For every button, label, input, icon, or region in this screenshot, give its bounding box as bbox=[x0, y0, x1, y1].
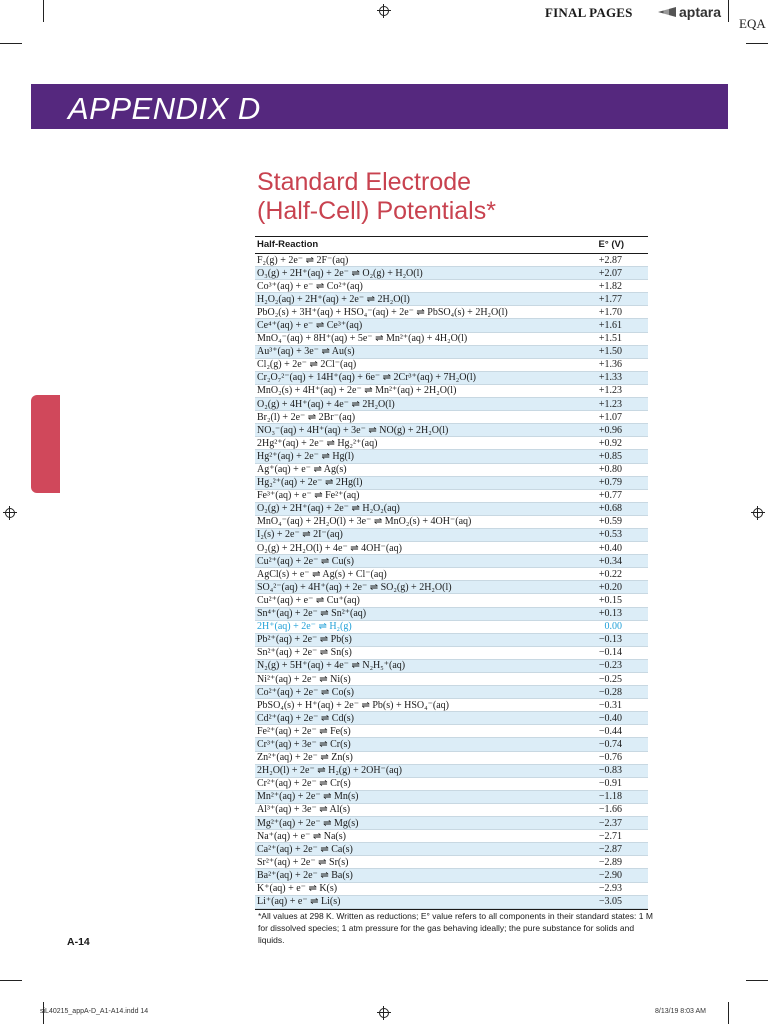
crop-mark bbox=[728, 1002, 729, 1024]
potential-cell: +0.53 bbox=[598, 529, 622, 541]
potential-cell: +0.22 bbox=[598, 568, 622, 580]
half-reaction-cell: Ni²⁺(aq) + 2e⁻ ⇌ Ni(s) bbox=[257, 673, 351, 685]
appendix-title: APPENDIX D bbox=[68, 91, 261, 126]
table-row bbox=[255, 267, 648, 280]
table-row bbox=[255, 385, 648, 398]
half-reaction-cell: PbSO₄(s) + H⁺(aq) + 2e⁻ ⇌ Pb(s) + HSO₄⁻(aq) bbox=[257, 699, 449, 711]
table-row bbox=[255, 634, 648, 647]
half-reaction-cell: Cd²⁺(aq) + 2e⁻ ⇌ Cd(s) bbox=[257, 712, 355, 724]
potential-cell: +0.68 bbox=[598, 503, 622, 515]
half-reaction-cell: H₂O₂(aq) + 2H⁺(aq) + 2e⁻ ⇌ 2H₂O(l) bbox=[257, 293, 410, 305]
file-slug: siL40215_appA-D_A1-A14.indd 14 bbox=[40, 1008, 149, 1015]
table-row bbox=[255, 490, 648, 503]
table-row bbox=[255, 280, 648, 293]
table-body bbox=[255, 254, 648, 909]
table-row bbox=[255, 542, 648, 555]
potential-cell: −0.31 bbox=[598, 699, 622, 711]
half-reaction-cell: AgCl(s) + e⁻ ⇌ Ag(s) + Cl⁻(aq) bbox=[257, 568, 387, 580]
half-reaction-cell: N₂(g) + 5H⁺(aq) + 4e⁻ ⇌ N₂H₅⁺(aq) bbox=[257, 660, 406, 672]
potential-cell: −0.14 bbox=[598, 647, 622, 659]
table-row bbox=[255, 293, 648, 306]
potential-cell: −3.05 bbox=[598, 896, 622, 908]
potential-cell: +0.59 bbox=[598, 516, 622, 528]
table-row bbox=[255, 319, 648, 332]
potential-cell: +1.51 bbox=[598, 333, 622, 345]
table-row bbox=[255, 804, 648, 817]
potential-cell: −2.89 bbox=[598, 856, 622, 868]
table-row bbox=[255, 699, 648, 712]
half-reaction-cell: K⁺(aq) + e⁻ ⇌ K(s) bbox=[257, 883, 338, 894]
half-reaction-cell: Cr²⁺(aq) + 2e⁻ ⇌ Cr(s) bbox=[257, 778, 351, 790]
table-row bbox=[255, 477, 648, 490]
half-reaction-cell: Al³⁺(aq) + 3e⁻ ⇌ Al(s) bbox=[257, 804, 351, 816]
potential-cell: 0.00 bbox=[604, 621, 622, 633]
half-reaction-cell: Ba²⁺(aq) + 2e⁻ ⇌ Ba(s) bbox=[257, 869, 353, 881]
potential-cell: −2.71 bbox=[598, 830, 622, 842]
table-row bbox=[255, 869, 648, 882]
half-reaction-cell: Mn²⁺(aq) + 2e⁻ ⇌ Mn(s) bbox=[257, 791, 359, 803]
table-row bbox=[255, 791, 648, 804]
potential-cell: +2.07 bbox=[598, 267, 622, 279]
section-title-line1: Standard Electrode bbox=[257, 168, 472, 196]
registration-mark-icon bbox=[3, 506, 17, 520]
table-row bbox=[255, 411, 648, 424]
half-reaction-cell: Sr²⁺(aq) + 2e⁻ ⇌ Sr(s) bbox=[257, 856, 349, 868]
table-row bbox=[255, 424, 648, 437]
half-reaction-cell: Zn²⁺(aq) + 2e⁻ ⇌ Zn(s) bbox=[257, 752, 353, 764]
half-reaction-cell: Pb²⁺(aq) + 2e⁻ ⇌ Pb(s) bbox=[257, 634, 352, 646]
potential-cell: +0.79 bbox=[598, 477, 622, 489]
potential-cell: +1.36 bbox=[598, 359, 622, 371]
section-title-line2: (Half-Cell) Potentials* bbox=[257, 197, 496, 225]
half-reaction-cell: Hg₂²⁺(aq) + 2e⁻ ⇌ 2Hg(l) bbox=[257, 477, 363, 489]
half-reaction-cell: O₂(g) + 2H⁺(aq) + 2e⁻ ⇌ H₂O₂(aq) bbox=[257, 503, 400, 515]
table-row bbox=[255, 568, 648, 581]
table-row bbox=[255, 594, 648, 607]
table-row bbox=[255, 450, 648, 463]
half-reaction-cell: MnO₄⁻(aq) + 8H⁺(aq) + 5e⁻ ⇌ Mn²⁺(aq) + 4H₂O(l) bbox=[257, 333, 468, 345]
potential-cell: +1.23 bbox=[598, 385, 622, 397]
crop-mark bbox=[728, 0, 729, 22]
table-row bbox=[255, 581, 648, 594]
table-row bbox=[255, 608, 648, 621]
half-reaction-cell: Cr³⁺(aq) + 3e⁻ ⇌ Cr(s) bbox=[257, 738, 351, 750]
potential-cell: −0.13 bbox=[598, 634, 622, 646]
potential-cell: +0.13 bbox=[598, 608, 622, 620]
potential-cell: +0.40 bbox=[598, 542, 622, 554]
half-reaction-cell: Ce⁴⁺(aq) + e⁻ ⇌ Ce³⁺(aq) bbox=[257, 319, 363, 331]
column-header-potential: E° (V) bbox=[598, 239, 624, 250]
table-row bbox=[255, 529, 648, 542]
half-reaction-cell: Co²⁺(aq) + 2e⁻ ⇌ Co(s) bbox=[257, 686, 355, 698]
crop-mark bbox=[746, 43, 768, 44]
page-number: A-14 bbox=[67, 936, 90, 948]
half-reaction-cell: Sn⁴⁺(aq) + 2e⁻ ⇌ Sn²⁺(aq) bbox=[257, 608, 367, 620]
half-reaction-cell: Fe²⁺(aq) + 2e⁻ ⇌ Fe(s) bbox=[257, 725, 351, 737]
half-reaction-cell: Br₂(l) + 2e⁻ ⇌ 2Br⁻(aq) bbox=[257, 411, 356, 423]
potential-cell: −0.74 bbox=[598, 738, 622, 750]
table-row bbox=[255, 555, 648, 568]
half-reaction-cell: PbO₂(s) + 3H⁺(aq) + HSO₄⁻(aq) + 2e⁻ ⇌ PbSO₄(s) + 2H₂O(l) bbox=[257, 306, 508, 318]
table-row bbox=[255, 464, 648, 477]
table-row bbox=[255, 725, 648, 738]
registration-mark-icon bbox=[377, 1006, 391, 1020]
eqa-code: EQA bbox=[739, 16, 766, 31]
potential-cell: +0.15 bbox=[598, 594, 622, 606]
potential-cell: +1.61 bbox=[598, 319, 622, 331]
table-row bbox=[255, 333, 648, 346]
potential-cell: −0.44 bbox=[598, 725, 622, 737]
potential-cell: +0.77 bbox=[598, 490, 622, 502]
table-row bbox=[255, 398, 648, 411]
potential-cell: +0.34 bbox=[598, 555, 622, 567]
half-reaction-cell: Na⁺(aq) + e⁻ ⇌ Na(s) bbox=[257, 830, 346, 842]
table-row bbox=[255, 830, 648, 843]
half-reaction-cell: Ca²⁺(aq) + 2e⁻ ⇌ Ca(s) bbox=[257, 843, 353, 855]
half-reaction-cell: Cu²⁺(aq) + e⁻ ⇌ Cu⁺(aq) bbox=[257, 594, 360, 606]
table-row bbox=[255, 856, 648, 869]
table-row bbox=[255, 306, 648, 319]
potential-cell: −2.93 bbox=[598, 883, 622, 894]
half-reaction-cell: MnO₄⁻(aq) + 2H₂O(l) + 3e⁻ ⇌ MnO₂(s) + 4OH⁻(aq) bbox=[257, 516, 472, 528]
potential-cell: +1.33 bbox=[598, 372, 622, 384]
table-row bbox=[255, 712, 648, 725]
table-row bbox=[255, 883, 648, 896]
potential-cell: −2.90 bbox=[598, 869, 622, 881]
table-row bbox=[255, 686, 648, 699]
crop-mark bbox=[43, 0, 44, 22]
half-reaction-cell: Fe³⁺(aq) + e⁻ ⇌ Fe²⁺(aq) bbox=[257, 490, 360, 502]
crop-mark bbox=[746, 980, 768, 981]
table-row bbox=[255, 372, 648, 385]
potential-cell: −0.28 bbox=[598, 686, 622, 698]
half-reaction-cell: O₃(g) + 2H⁺(aq) + 2e⁻ ⇌ O₂(g) + H₂O(l) bbox=[257, 267, 423, 279]
half-reaction-cell: O₂(g) + 2H₂O(l) + 4e⁻ ⇌ 4OH⁻(aq) bbox=[257, 542, 402, 554]
half-reaction-cell: Ag⁺(aq) + e⁻ ⇌ Ag(s) bbox=[257, 464, 347, 475]
aptara-logo bbox=[658, 4, 721, 20]
table-row bbox=[255, 437, 648, 450]
potential-cell: −0.25 bbox=[598, 673, 622, 685]
table-row bbox=[255, 516, 648, 529]
column-header-half-reaction: Half-Reaction bbox=[257, 239, 319, 250]
half-reaction-cell: F₂(g) + 2e⁻ ⇌ 2F⁻(aq) bbox=[257, 254, 349, 266]
half-reaction-cell: Hg²⁺(aq) + 2e⁻ ⇌ Hg(l) bbox=[257, 450, 354, 462]
table-row bbox=[255, 254, 648, 267]
half-reaction-cell: Cr₂O₇²⁻(aq) + 14H⁺(aq) + 6e⁻ ⇌ 2Cr³⁺(aq) + 7H₂O(l) bbox=[257, 372, 476, 384]
table-row bbox=[255, 503, 648, 516]
potential-cell: −2.37 bbox=[598, 817, 622, 829]
table-row bbox=[255, 359, 648, 372]
half-reaction-cell: 2H₂O(l) + 2e⁻ ⇌ H₂(g) + 2OH⁻(aq) bbox=[257, 765, 402, 777]
half-reaction-cell: Co³⁺(aq) + e⁻ ⇌ Co²⁺(aq) bbox=[257, 280, 363, 292]
potential-cell: −2.87 bbox=[598, 843, 622, 855]
section-title bbox=[257, 168, 496, 226]
potential-cell: +1.07 bbox=[598, 411, 622, 423]
table-row bbox=[255, 660, 648, 673]
table-row bbox=[255, 346, 648, 359]
potential-cell: −0.83 bbox=[598, 765, 622, 777]
potentials-table bbox=[255, 236, 648, 910]
potential-cell: +0.85 bbox=[598, 450, 622, 462]
table-row bbox=[255, 817, 648, 830]
potential-cell: +0.96 bbox=[598, 424, 622, 436]
side-tab bbox=[31, 395, 60, 493]
date-slug: 8/13/19 8:03 AM bbox=[655, 1008, 706, 1015]
potential-cell: +0.80 bbox=[598, 464, 622, 475]
table-header bbox=[255, 236, 648, 254]
half-reaction-cell: NO₃⁻(aq) + 4H⁺(aq) + 3e⁻ ⇌ NO(g) + 2H₂O(l) bbox=[257, 424, 449, 436]
potential-cell: −0.23 bbox=[598, 660, 622, 672]
aptara-logo-icon bbox=[658, 7, 676, 17]
half-reaction-cell: I₂(s) + 2e⁻ ⇌ 2I⁻(aq) bbox=[257, 529, 343, 541]
crop-mark bbox=[0, 980, 22, 981]
half-reaction-cell: Mg²⁺(aq) + 2e⁻ ⇌ Mg(s) bbox=[257, 817, 359, 829]
half-reaction-cell: Cl₂(g) + 2e⁻ ⇌ 2Cl⁻(aq) bbox=[257, 359, 357, 371]
table-row bbox=[255, 738, 648, 751]
potential-cell: −1.66 bbox=[598, 804, 622, 816]
table-row bbox=[255, 765, 648, 778]
registration-mark-icon bbox=[377, 4, 391, 18]
potential-cell: +1.77 bbox=[598, 293, 622, 305]
table-row bbox=[255, 843, 648, 856]
final-pages-label: FINAL PAGES bbox=[545, 5, 633, 20]
half-reaction-cell: Au³⁺(aq) + 3e⁻ ⇌ Au(s) bbox=[257, 346, 355, 358]
half-reaction-cell: Sn²⁺(aq) + 2e⁻ ⇌ Sn(s) bbox=[257, 647, 352, 659]
half-reaction-cell: Cu²⁺(aq) + 2e⁻ ⇌ Cu(s) bbox=[257, 555, 355, 567]
potential-cell: +1.82 bbox=[598, 280, 622, 292]
potential-cell: −0.40 bbox=[598, 712, 622, 724]
potential-cell: −1.18 bbox=[598, 791, 622, 803]
table-row bbox=[255, 752, 648, 765]
potential-cell: +2.87 bbox=[598, 254, 622, 266]
potential-cell: +1.50 bbox=[598, 346, 622, 358]
table-row bbox=[255, 647, 648, 660]
half-reaction-cell: 2H⁺(aq) + 2e⁻ ⇌ H₂(g) bbox=[257, 621, 352, 633]
potential-cell: +0.92 bbox=[598, 437, 622, 449]
half-reaction-cell: SO₄²⁻(aq) + 4H⁺(aq) + 2e⁻ ⇌ SO₂(g) + 2H₂O(l) bbox=[257, 581, 452, 593]
half-reaction-cell: MnO₂(s) + 4H⁺(aq) + 2e⁻ ⇌ Mn²⁺(aq) + 2H₂O(l) bbox=[257, 385, 457, 397]
potential-cell: +0.20 bbox=[598, 581, 622, 593]
half-reaction-cell: O₂(g) + 4H⁺(aq) + 4e⁻ ⇌ 2H₂O(l) bbox=[257, 398, 395, 410]
footnote: *All values at 298 K. Written as reductions; E° value refers to all components in their standard states: 1 M for dissolved species; 1 atm pressure for the gas behaving ideally; the pure substance for solids and liquids. bbox=[258, 911, 653, 945]
table-row bbox=[255, 778, 648, 791]
potential-cell: −0.91 bbox=[598, 778, 622, 790]
potential-cell: +1.70 bbox=[598, 306, 622, 318]
table-row bbox=[255, 896, 648, 909]
potential-cell: +1.23 bbox=[598, 398, 622, 410]
registration-mark-icon bbox=[751, 506, 765, 520]
table-row bbox=[255, 673, 648, 686]
table-row bbox=[255, 621, 648, 634]
aptara-logo-text: aptara bbox=[679, 4, 722, 20]
potential-cell: −0.76 bbox=[598, 752, 622, 764]
half-reaction-cell: Li⁺(aq) + e⁻ ⇌ Li(s) bbox=[257, 896, 341, 908]
half-reaction-cell: 2Hg²⁺(aq) + 2e⁻ ⇌ Hg₂²⁺(aq) bbox=[257, 437, 378, 449]
crop-mark bbox=[0, 43, 22, 44]
